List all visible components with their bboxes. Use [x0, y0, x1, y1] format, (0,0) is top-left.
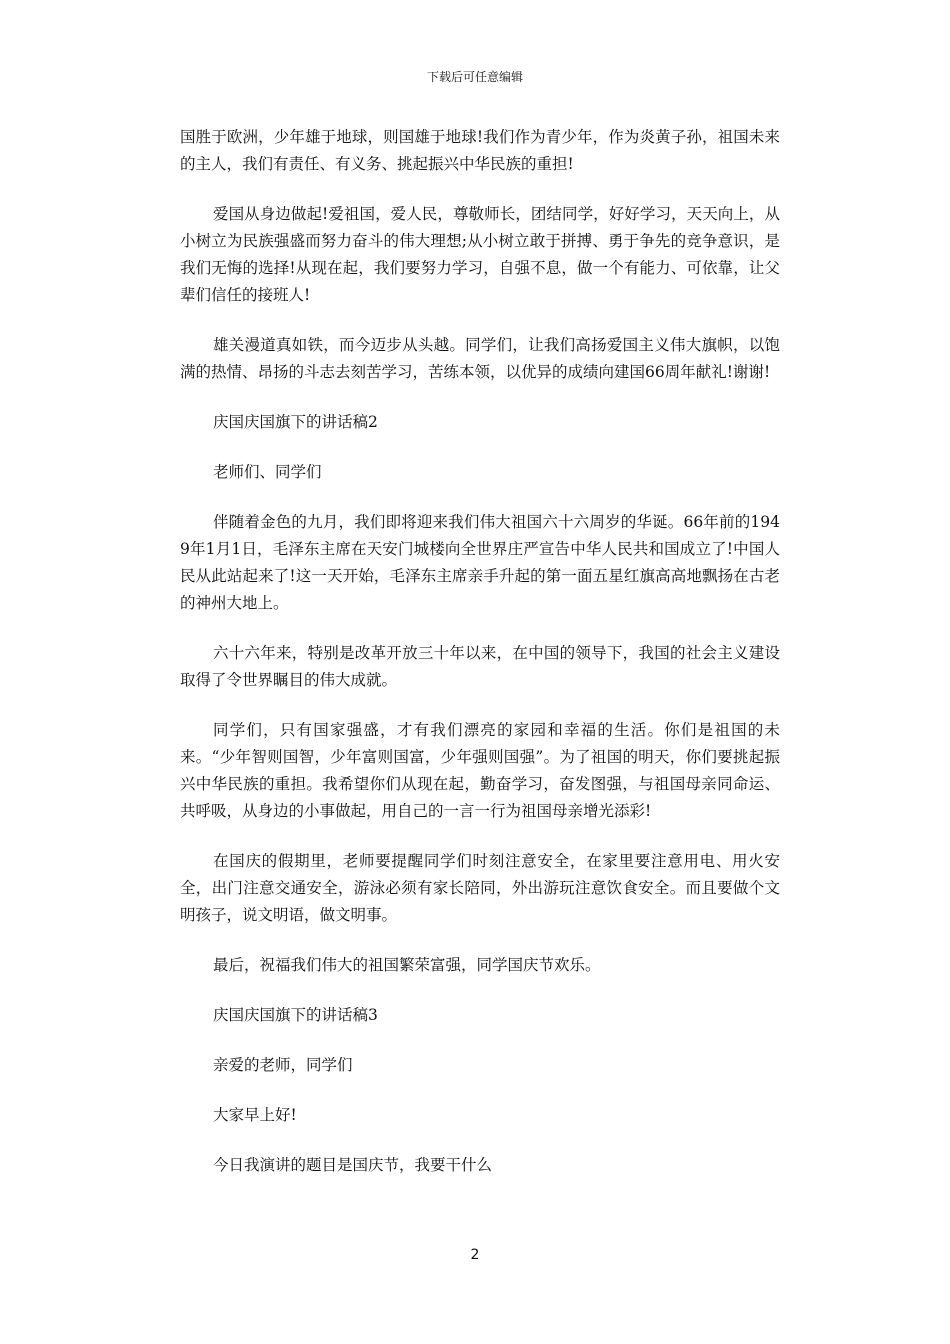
page-number: 2: [470, 1247, 480, 1263]
paragraph: 今日我演讲的题目是国庆节，我要干什么: [213, 1156, 493, 1174]
paragraph: 伴随着金色的九月，我们即将迎来我们伟大祖国六十六周岁的华诞。66年前的1949年1月1日，毛泽东主席在天安门城楼向全世界庄严宣告中华人民共和国成立了!中国人民从此站起来了!这一天开始，毛泽东主席亲手升起的第一面五星红旗高高地飘扬在古老的神州大地上。: [180, 513, 780, 612]
page-header: 下载后可任意编辑: [426, 70, 523, 84]
salutation: 亲爱的老师，同学们: [213, 1056, 353, 1074]
section-heading: 庆国庆国旗下的讲话稿3: [213, 1006, 378, 1024]
document-body: [180, 124, 780, 1202]
paragraph: 国胜于欧洲，少年雄于地球，则国雄于地球!我们作为青少年，作为炎黄子孙，祖国未来的主人，我们有责任、有义务、挑起振兴中华民族的重担!: [180, 128, 780, 173]
paragraph: 在国庆的假期里，老师要提醒同学们时刻注意安全，在家里要注意用电、用火安全，出门注意交通安全，游泳必须有家长陪同，外出游玩注意饮食安全。而且要做个文明孩子，说文明语，做文明事。: [180, 852, 780, 924]
paragraph: 爱国从身边做起!爱祖国，爱人民，尊敬师长，团结同学，好好学习，天天向上，从小树立为民族强盛而努力奋斗的伟大理想;从小树立敢于拼搏、勇于争先的竞争意识，是我们无悔的选择!从现在起，我们要努力学习，自强不息，做一个有能力、可依靠，让父辈们信任的接班人!: [180, 205, 780, 304]
salutation: 老师们、同学们: [213, 463, 322, 481]
greeting: 大家早上好!: [213, 1106, 297, 1124]
section-heading: 庆国庆国旗下的讲话稿2: [213, 413, 378, 431]
paragraph: 六十六年来，特别是改革开放三十年以来，在中国的领导下，我国的社会主义建设取得了令世界瞩目的伟大成就。: [180, 644, 780, 689]
paragraph: 雄关漫道真如铁，而今迈步从头越。同学们，让我们高扬爱国主义伟大旗帜，以饱满的热情、昂扬的斗志去刻苦学习，苦练本领，以优异的成绩向建国66周年献礼!谢谢!: [180, 336, 780, 381]
paragraph: 最后，祝福我们伟大的祖国繁荣富强，同学国庆节欢乐。: [213, 956, 601, 974]
paragraph: 同学们，只有国家强盛，才有我们漂亮的家园和幸福的生活。你们是祖国的未来。“少年智则国智，少年富则国富，少年强则国强”。为了祖国的明天，你们要挑起振兴中华民族的重担。我希望你们从现在起，勤奋学习，奋发图强，与祖国母亲同命运、共呼吸，从身边的小事做起，用自己的一言一行为祖国母亲增光添彩!: [180, 721, 780, 820]
